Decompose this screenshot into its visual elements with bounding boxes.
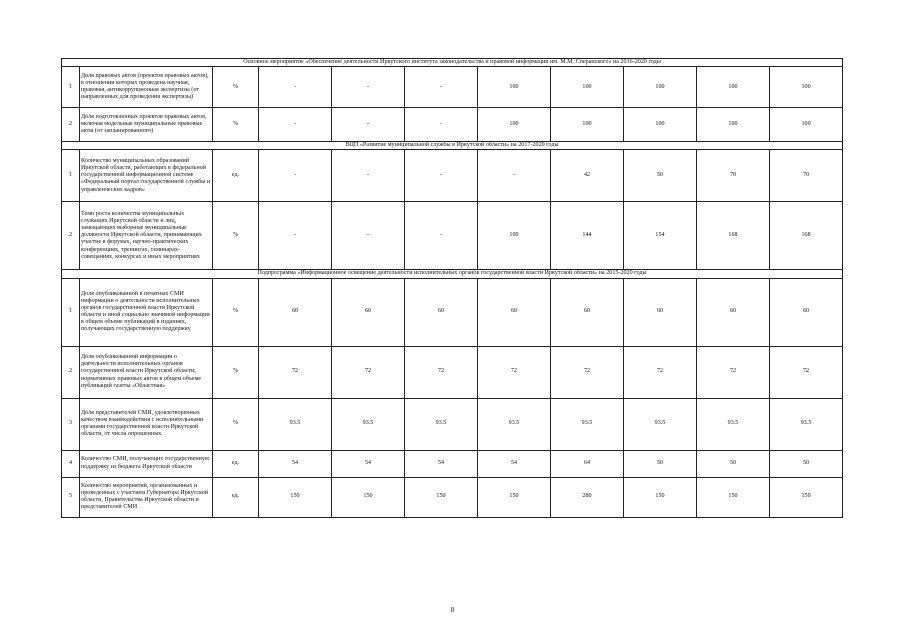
value-cell: -: [332, 67, 405, 108]
section-header-row: [62, 142, 843, 150]
value-cell: 100: [551, 108, 624, 142]
value-cell: 93.5: [770, 398, 843, 450]
value-cell: 100: [478, 67, 551, 108]
value-cell: 60: [697, 278, 770, 346]
value-cell: 93.5: [332, 398, 405, 450]
value-cell: -: [405, 108, 478, 142]
row-number: 2: [62, 346, 80, 398]
unit-of-measure: %: [213, 398, 259, 450]
value-cell: 150: [405, 477, 478, 517]
value-cell: 72: [697, 346, 770, 398]
value-cell: -: [259, 202, 332, 270]
value-cell: -: [332, 108, 405, 142]
value-cell: 168: [770, 202, 843, 270]
value-cell: -: [332, 202, 405, 270]
value-cell: 93.5: [697, 398, 770, 450]
indicator-name: Доля подготовленных проектов правовых актов, включая модельные муниципальные правовые акты (от запланированного): [80, 108, 213, 142]
value-cell: -: [259, 67, 332, 108]
unit-of-measure: %: [213, 67, 259, 108]
value-cell: 150: [259, 477, 332, 517]
value-cell: 72: [551, 346, 624, 398]
value-cell: 60: [478, 278, 551, 346]
value-cell: 72: [259, 346, 332, 398]
section-title: Подпрограмма «Информационное освещение деятельности исполнительных органов государственной власти Иркутской области» на 2015-2020 годы: [62, 270, 843, 278]
unit-of-measure: ед.: [213, 477, 259, 517]
value-cell: -: [405, 202, 478, 270]
value-cell: 100: [478, 108, 551, 142]
row-number: 3: [62, 398, 80, 450]
table-row: [62, 477, 843, 517]
value-cell: 100: [478, 202, 551, 270]
indicators-table: [61, 58, 843, 518]
table-row: [62, 278, 843, 346]
value-cell: 50: [697, 450, 770, 477]
value-cell: -: [259, 108, 332, 142]
value-cell: -: [405, 67, 478, 108]
value-cell: 100: [770, 67, 843, 108]
indicator-name: Доля представителей СМИ, удовлетворенных качеством взаимодействия с исполнительными органами государственной власти Иркутской области, от числа опрошенных: [80, 398, 213, 450]
value-cell: 100: [551, 67, 624, 108]
value-cell: 93.5: [478, 398, 551, 450]
value-cell: 93.5: [624, 398, 697, 450]
table-row: [62, 450, 843, 477]
value-cell: 100: [624, 108, 697, 142]
value-cell: 72: [478, 346, 551, 398]
row-number: 1: [62, 67, 80, 108]
value-cell: 150: [697, 477, 770, 517]
row-number: 1: [62, 278, 80, 346]
value-cell: 60: [332, 278, 405, 346]
value-cell: 93.5: [259, 398, 332, 450]
unit-of-measure: %: [213, 278, 259, 346]
value-cell: 54: [259, 450, 332, 477]
value-cell: 70: [697, 150, 770, 202]
unit-of-measure: %: [213, 108, 259, 142]
value-cell: 150: [478, 477, 551, 517]
value-cell: 72: [332, 346, 405, 398]
indicator-name: Доля опубликованной в печатных СМИ информации о деятельности исполнительных органов государственной власти Иркутской области и иной социально значимой информации в общем объеме публикаций в изданиях, получающих государственную поддержку: [80, 278, 213, 346]
value-cell: 93.5: [551, 398, 624, 450]
value-cell: 150: [770, 477, 843, 517]
row-number: 2: [62, 108, 80, 142]
value-cell: 154: [624, 202, 697, 270]
value-cell: 60: [405, 278, 478, 346]
row-number: 1: [62, 150, 80, 202]
value-cell: -: [405, 150, 478, 202]
indicator-name: Доля правовых актов (проектов правовых актов), в отношении которых проведена научная, правовая, антикоррупционная экспертизы (от направленных для проведения экспертизы): [80, 67, 213, 108]
value-cell: 70: [770, 150, 843, 202]
value-cell: -: [259, 150, 332, 202]
value-cell: 50: [624, 450, 697, 477]
section-title: ВЦП «Развитие муниципальной службы в Иркутской области» на 2017-2020 годы: [62, 142, 843, 150]
value-cell: 100: [697, 67, 770, 108]
row-number: 2: [62, 202, 80, 270]
indicator-name: Количество СМИ, получающих государственную поддержку из бюджета Иркутской области: [80, 450, 213, 477]
value-cell: 93.5: [405, 398, 478, 450]
value-cell: 60: [770, 278, 843, 346]
value-cell: 60: [624, 278, 697, 346]
indicator-name: Количество муниципальных образований Иркутской области, работающих в федеральной государственной информационной системе «Федеральный портал государственной службы и управленческих кадров»: [80, 150, 213, 202]
value-cell: -: [332, 150, 405, 202]
value-cell: 64: [551, 450, 624, 477]
indicator-name: Доля опубликованной информации о деятельности исполнительных органов государственной власти Иркутской области, нормативных правовых актов в общем объеме публикаций газеты «Областная»: [80, 346, 213, 398]
table-row: [62, 108, 843, 142]
value-cell: 72: [770, 346, 843, 398]
value-cell: 50: [624, 150, 697, 202]
row-number: 5: [62, 477, 80, 517]
value-cell: 150: [624, 477, 697, 517]
table-row: [62, 67, 843, 108]
value-cell: 60: [551, 278, 624, 346]
indicator-name: Количество мероприятий, организованных и проведенных с участием Губернатора Иркутской области, Правительства Иркутской области и представителей СМИ: [80, 477, 213, 517]
section-header-row: [62, 59, 843, 67]
value-cell: -: [478, 150, 551, 202]
unit-of-measure: %: [213, 346, 259, 398]
table-row: [62, 398, 843, 450]
value-cell: 42: [551, 150, 624, 202]
value-cell: 54: [405, 450, 478, 477]
value-cell: 72: [624, 346, 697, 398]
section-header-row: [62, 270, 843, 278]
value-cell: 50: [770, 450, 843, 477]
row-number: 4: [62, 450, 80, 477]
value-cell: 60: [259, 278, 332, 346]
value-cell: 72: [405, 346, 478, 398]
value-cell: 150: [332, 477, 405, 517]
unit-of-measure: ед.: [213, 450, 259, 477]
value-cell: 54: [478, 450, 551, 477]
value-cell: 168: [697, 202, 770, 270]
value-cell: 54: [332, 450, 405, 477]
page-number: 8: [450, 606, 455, 614]
table-row: [62, 346, 843, 398]
value-cell: 100: [624, 67, 697, 108]
section-title: Основное мероприятие «Обеспечение деятельности Иркутского института законодательства и правовой информации им. М.М. Сперанского» на 2016-2020 годы: [62, 59, 843, 67]
indicator-name: Темп роста количества муниципальных служащих Иркутской области и лиц, замещающих выборные муниципальные должности Иркутской области, принимающих участие в форумах, научно-практических конференциях, тренингах, семинарах-совещаниях, конкурсах и иных мероприятиях: [80, 202, 213, 270]
value-cell: 100: [697, 108, 770, 142]
unit-of-measure: ед.: [213, 150, 259, 202]
value-cell: 280: [551, 477, 624, 517]
unit-of-measure: %: [213, 202, 259, 270]
value-cell: 100: [770, 108, 843, 142]
table-row: [62, 150, 843, 202]
value-cell: 144: [551, 202, 624, 270]
table-row: [62, 202, 843, 270]
